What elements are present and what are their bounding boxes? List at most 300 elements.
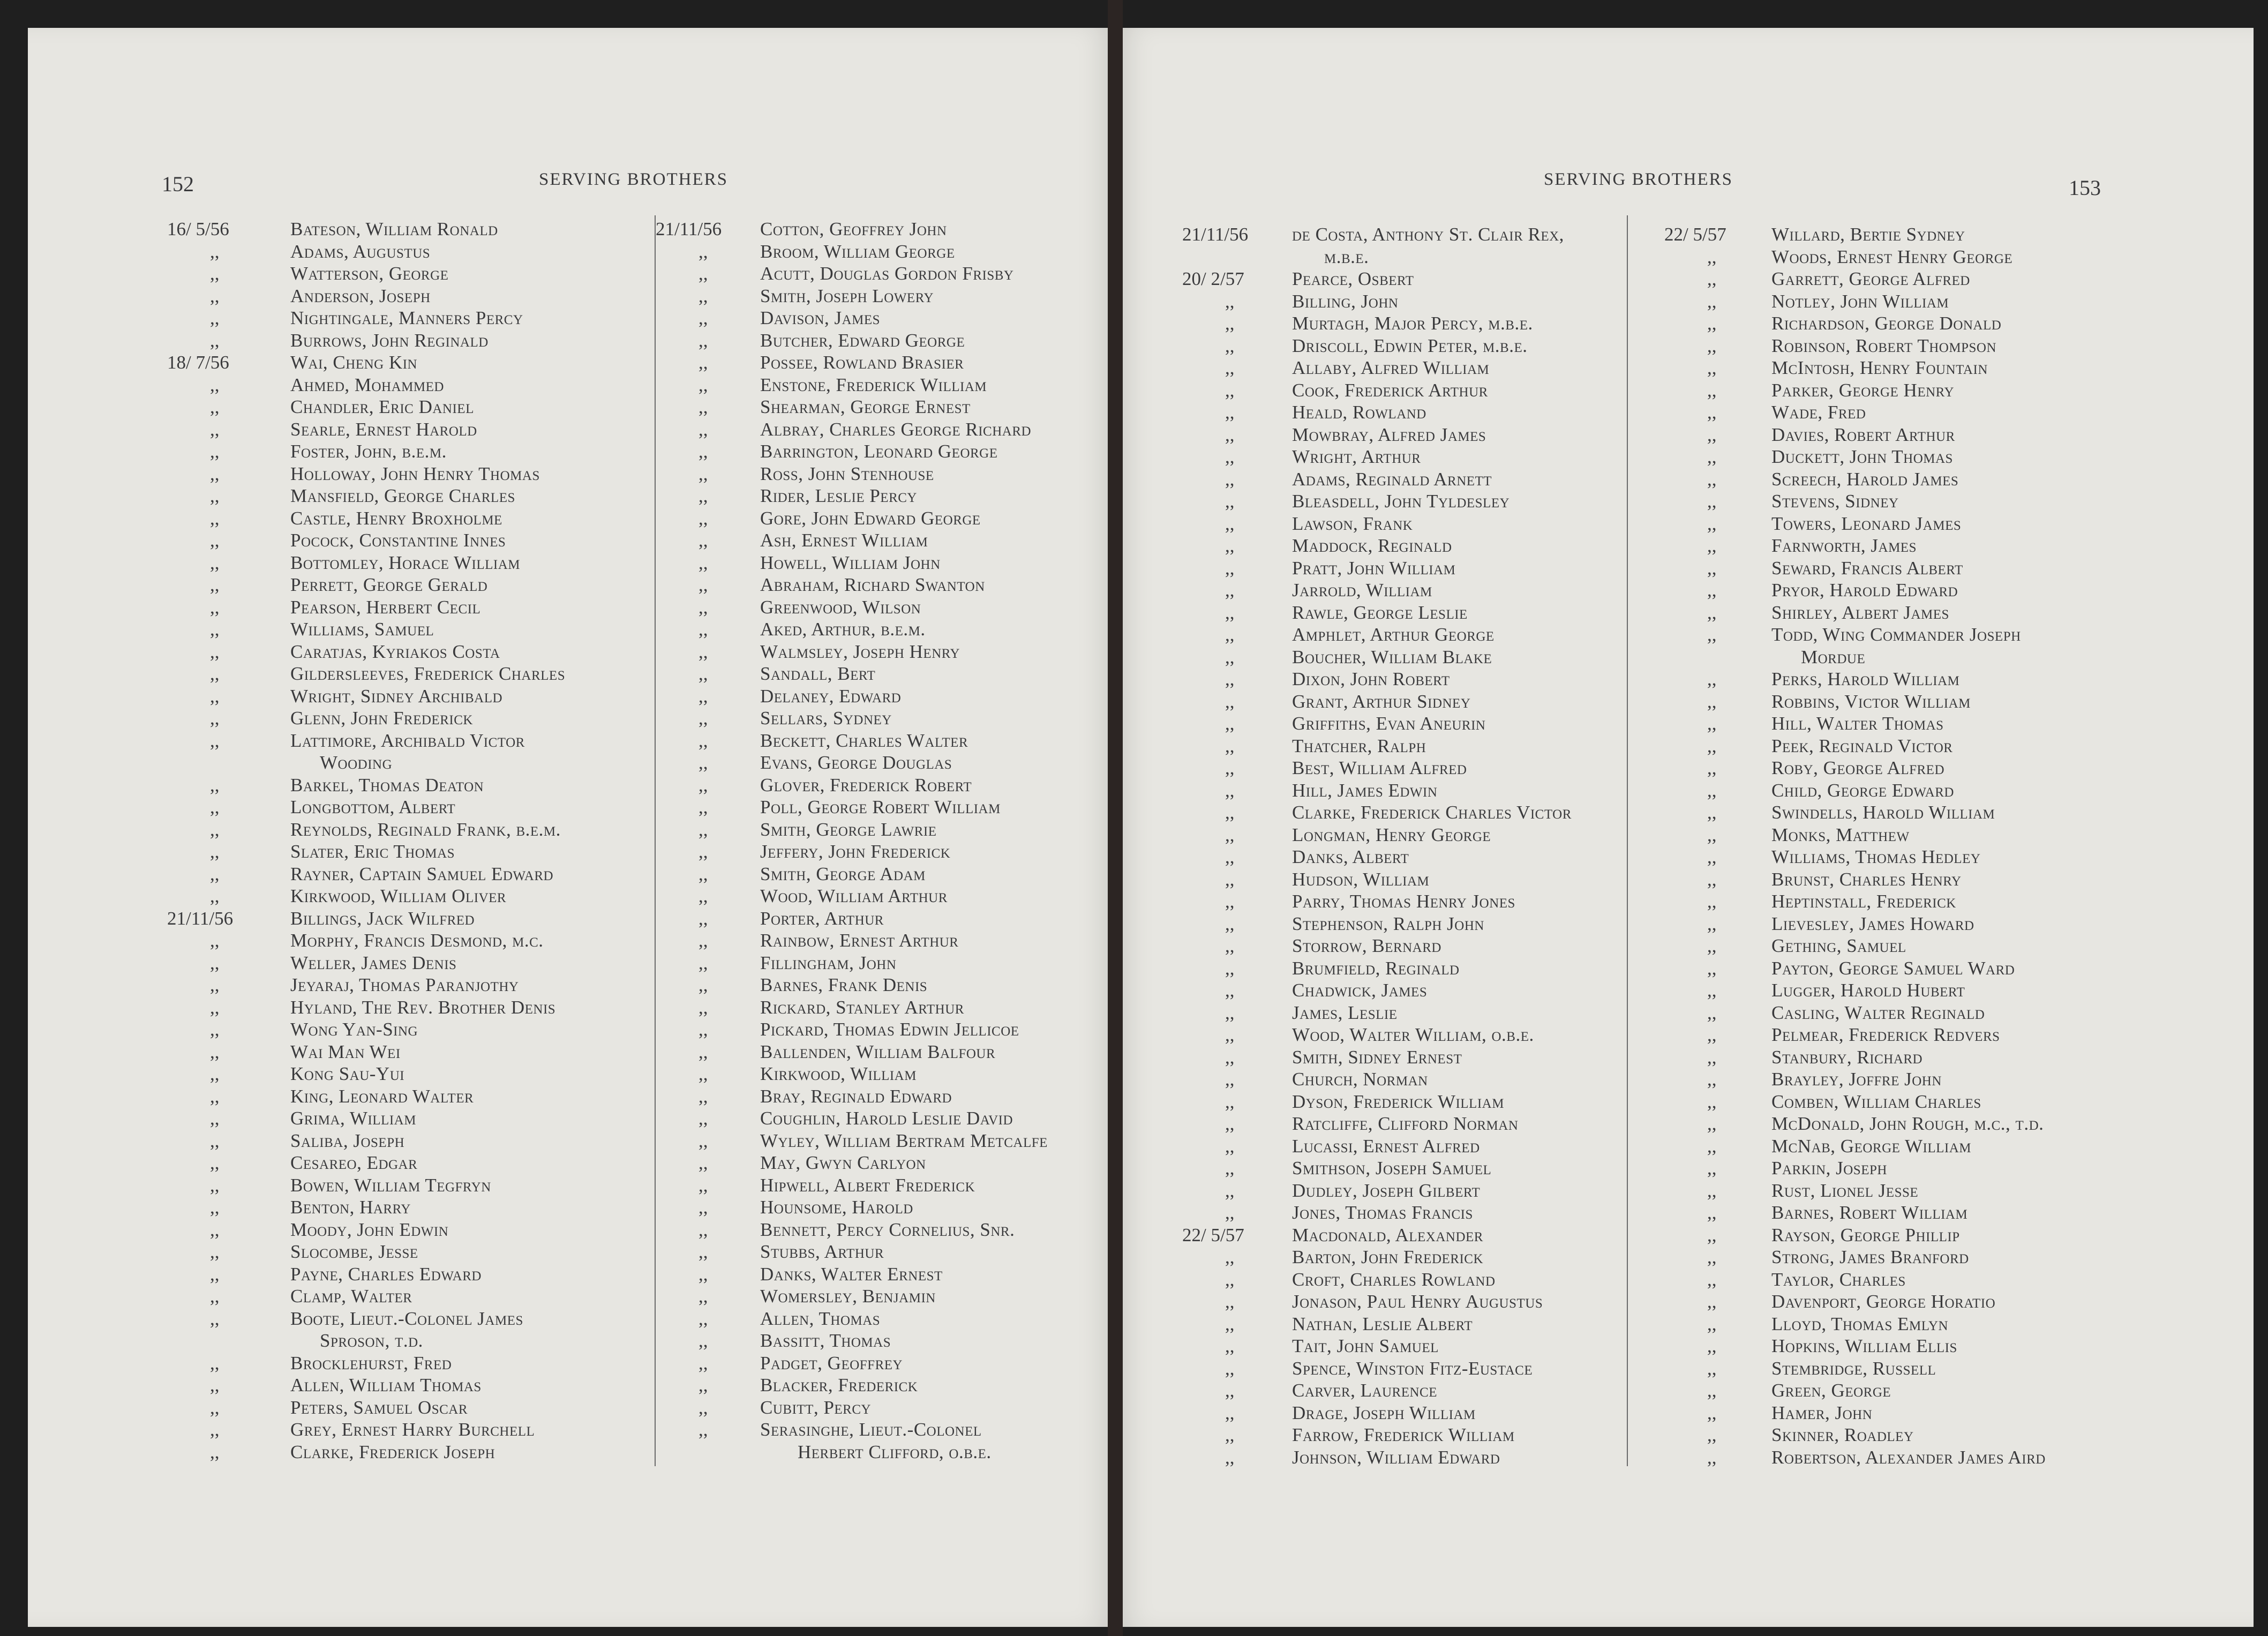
member-name: Beckett, Charles Walter [760, 730, 968, 751]
member-name: Pelmear, Frederick Redvers [1771, 1024, 2000, 1045]
initiation-date: ,, [1707, 379, 1717, 401]
initiation-date: ,, [1707, 424, 1717, 445]
initiation-date: ,, [210, 1241, 220, 1262]
member-name: Williams, Thomas Hedley [1771, 846, 1981, 867]
member-name: Foster, John, b.e.m. [290, 441, 447, 462]
member-name: Hounsome, Harold [760, 1197, 913, 1218]
initiation-date: ,, [699, 1397, 708, 1418]
running-header: SERVING BROTHERS [539, 170, 728, 189]
initiation-date: ,, [699, 1041, 708, 1062]
initiation-date: ,, [1707, 1202, 1717, 1223]
member-name: Jones, Thomas Francis [1292, 1202, 1473, 1223]
initiation-date: ,, [1225, 1335, 1235, 1356]
member-name: Todd, Wing Commander Joseph [1771, 624, 2021, 645]
initiation-date: ,, [699, 974, 708, 995]
member-name: Seward, Francis Albert [1771, 557, 1963, 579]
initiation-date: ,, [210, 685, 220, 707]
initiation-date: ,, [210, 374, 220, 395]
initiation-date: ,, [1225, 1180, 1235, 1201]
initiation-date: ,, [1225, 980, 1235, 1001]
member-name: Bennett, Percy Cornelius, Snr. [760, 1219, 1015, 1240]
initiation-date: ,, [210, 1041, 220, 1062]
initiation-date: 16/ 5/56 [167, 219, 229, 239]
member-name: Barnes, Robert William [1771, 1202, 1968, 1223]
member-name: May, Gwyn Carlyon [760, 1152, 926, 1173]
initiation-date: ,, [210, 285, 220, 306]
member-name: Monks, Matthew [1771, 824, 1910, 845]
initiation-date: ,, [1707, 691, 1717, 712]
initiation-date: ,, [699, 663, 708, 684]
member-name: Peters, Samuel Oscar [290, 1397, 468, 1418]
initiation-date: ,, [1225, 335, 1235, 356]
member-name: Swindells, Harold William [1771, 802, 1995, 823]
initiation-date: ,, [210, 396, 220, 417]
member-name: Johnson, William Edward [1292, 1446, 1500, 1468]
initiation-date: ,, [1225, 1046, 1235, 1068]
initiation-date: 18/ 7/56 [167, 352, 229, 373]
initiation-date: ,, [1707, 713, 1717, 734]
member-name: Perks, Harold William [1771, 669, 1960, 689]
initiation-date: ,, [1707, 1002, 1717, 1023]
member-name: Hamer, John [1771, 1402, 1873, 1423]
initiation-date: ,, [1707, 290, 1717, 312]
member-name: Searle, Ernest Harold [290, 418, 477, 440]
member-name: Gore, John Edward George [760, 507, 981, 529]
initiation-date: ,, [1225, 1113, 1235, 1134]
member-name: Boucher, William Blake [1292, 646, 1492, 667]
member-name: Gething, Samuel [1771, 935, 1906, 956]
initiation-date: ,, [210, 1263, 220, 1285]
initiation-date: ,, [210, 1219, 220, 1240]
initiation-date: ,, [210, 863, 220, 884]
member-name: Blacker, Frederick [760, 1375, 918, 1395]
member-name: Wright, Sidney Archibald [290, 685, 503, 707]
member-name: Ballenden, William Balfour [760, 1041, 996, 1062]
initiation-date: ,, [210, 819, 220, 840]
initiation-date: ,, [699, 1019, 708, 1040]
member-name: Green, George [1771, 1380, 1891, 1401]
initiation-date: ,, [1707, 513, 1717, 534]
initiation-date: ,, [699, 418, 708, 440]
initiation-date: ,, [699, 396, 708, 417]
member-name: Best, William Alfred [1292, 757, 1467, 778]
page-number: 153 [2069, 176, 2101, 200]
initiation-date: ,, [699, 530, 708, 551]
member-name: Cubitt, Percy [760, 1397, 872, 1418]
member-name: Hudson, William [1292, 868, 1430, 890]
member-name: Hill, James Edwin [1292, 779, 1438, 801]
initiation-date: ,, [699, 329, 708, 351]
initiation-date: ,, [1707, 757, 1717, 778]
initiation-date: ,, [1225, 313, 1235, 334]
initiation-date: ,, [1225, 1446, 1235, 1468]
member-name: Pocock, Constantine Innes [290, 530, 506, 551]
member-name: Wai Man Wei [290, 1041, 401, 1062]
initiation-date: ,, [699, 1063, 708, 1084]
initiation-date: ,, [1225, 868, 1235, 890]
initiation-date: ,, [1707, 957, 1717, 979]
member-name: Stubbs, Arthur [760, 1241, 884, 1262]
member-name: Lucassi, Ernest Alfred [1292, 1135, 1480, 1157]
initiation-date: ,, [1225, 913, 1235, 934]
member-name: Bowen, William Tegfryn [290, 1174, 491, 1196]
initiation-date: ,, [1225, 757, 1235, 778]
member-name: Pryor, Harold Edward [1771, 580, 1958, 601]
member-name: Possee, Rowland Brasier [760, 352, 964, 373]
member-name: Billings, Jack Wilfred [290, 907, 475, 929]
member-name: Stephenson, Ralph John [1292, 913, 1484, 934]
initiation-date: ,, [210, 996, 220, 1018]
member-name: Smithson, Joseph Samuel [1292, 1158, 1492, 1179]
member-name: Delaney, Edward [760, 685, 902, 707]
initiation-date: ,, [1225, 624, 1235, 645]
member-name: Barnes, Frank Denis [760, 974, 928, 995]
initiation-date: ,, [699, 1308, 708, 1329]
initiation-date: ,, [210, 1375, 220, 1395]
initiation-date: ,, [1707, 402, 1717, 423]
initiation-date: ,, [1225, 669, 1235, 689]
initiation-date: ,, [1707, 335, 1717, 356]
member-name: Coughlin, Harold Leslie David [760, 1108, 1013, 1129]
initiation-date: ,, [210, 485, 220, 506]
initiation-date: ,, [699, 907, 708, 929]
initiation-date: ,, [699, 797, 708, 817]
member-name: Spence, Winston Fitz-Eustace [1292, 1357, 1533, 1379]
member-name: Jeyaraj, Thomas Paranjothy [290, 974, 519, 995]
column-rule [1627, 215, 1628, 1466]
member-name: Burrows, John Reginald [290, 329, 489, 351]
member-name: Broom, William George [760, 241, 955, 262]
initiation-date: ,, [210, 552, 220, 573]
member-name: Jonason, Paul Henry Augustus [1292, 1291, 1543, 1312]
member-name: Notley, John William [1771, 290, 1949, 312]
member-name: Rawle, George Leslie [1292, 602, 1468, 623]
member-name: Allaby, Alfred William [1292, 357, 1490, 378]
initiation-date: ,, [699, 952, 708, 973]
member-name: Davenport, George Horatio [1771, 1291, 1996, 1312]
member-name: Dixon, John Robert [1292, 669, 1450, 689]
initiation-date: ,, [1707, 468, 1717, 490]
initiation-date: ,, [210, 797, 220, 817]
initiation-date: ,, [1225, 357, 1235, 378]
member-name: Storrow, Bernard [1292, 935, 1441, 956]
initiation-date: 22/ 5/57 [1182, 1224, 1244, 1245]
member-name: Slater, Eric Thomas [290, 841, 455, 862]
member-name: Bleasdell, John Tyldesley [1292, 491, 1510, 512]
member-name: Wood, Walter William, o.b.e. [1292, 1024, 1534, 1045]
member-name: Danks, Walter Ernest [760, 1263, 943, 1285]
initiation-date: 21/11/56 [1182, 224, 1249, 245]
member-name: Clarke, Frederick Joseph [290, 1441, 495, 1462]
member-name: Wade, Fred [1771, 402, 1866, 423]
initiation-date: ,, [1707, 268, 1717, 289]
member-name: Brumfield, Reginald [1292, 957, 1460, 979]
member-name: Lugger, Harold Hubert [1771, 980, 1965, 1001]
member-name: Fillingham, John [760, 952, 897, 973]
member-name: Roby, George Alfred [1771, 757, 1944, 778]
member-name: Griffiths, Evan Aneurin [1292, 713, 1486, 734]
initiation-date: ,, [1707, 1313, 1717, 1334]
initiation-date: ,, [1707, 980, 1717, 1001]
member-name: Hyland, The Rev. Brother Denis [290, 996, 556, 1018]
initiation-date: ,, [1707, 1424, 1717, 1445]
initiation-date: ,, [699, 930, 708, 951]
initiation-date: ,, [210, 1397, 220, 1418]
initiation-date: ,, [699, 263, 708, 284]
initiation-date: ,, [1225, 468, 1235, 490]
initiation-date: ,, [1225, 1158, 1235, 1179]
initiation-date: 22/ 5/57 [1664, 224, 1726, 245]
member-name: Rainbow, Ernest Arthur [760, 930, 959, 951]
initiation-date: ,, [699, 863, 708, 884]
member-name: Amphlet, Arthur George [1292, 624, 1495, 645]
member-name: Garrett, George Alfred [1771, 268, 1970, 289]
member-name: Lloyd, Thomas Emlyn [1771, 1313, 1949, 1334]
member-name: Bottomley, Horace William [290, 552, 521, 573]
initiation-date: ,, [699, 1419, 708, 1440]
member-name: Shirley, Albert James [1771, 602, 1949, 623]
member-name: Adams, Augustus [290, 241, 431, 262]
initiation-date: ,, [1225, 580, 1235, 601]
member-name: James, Leslie [1292, 1002, 1398, 1023]
member-name: Farnworth, James [1771, 535, 1917, 556]
member-name: Screech, Harold James [1771, 468, 1959, 490]
initiation-date: ,, [699, 441, 708, 462]
member-name: Casling, Walter Reginald [1771, 1002, 1985, 1023]
initiation-date: ,, [1225, 1135, 1235, 1157]
initiation-date: ,, [699, 641, 708, 662]
initiation-date: ,, [1225, 379, 1235, 401]
initiation-date: ,, [1707, 557, 1717, 579]
initiation-date: ,, [1707, 846, 1717, 867]
initiation-date: ,, [210, 930, 220, 951]
initiation-date: ,, [1707, 580, 1717, 601]
member-name: Grima, William [290, 1108, 416, 1129]
initiation-date: ,, [210, 418, 220, 440]
member-name: Hipwell, Albert Frederick [760, 1174, 975, 1196]
initiation-date: ,, [210, 1441, 220, 1462]
member-name: Wood, William Arthur [760, 885, 948, 906]
member-name: Pickard, Thomas Edwin Jellicoe [760, 1019, 1019, 1040]
initiation-date: ,, [1707, 913, 1717, 934]
initiation-date: ,, [699, 1130, 708, 1151]
member-name: Dudley, Joseph Gilbert [1292, 1180, 1481, 1201]
initiation-date: ,, [1225, 1313, 1235, 1334]
member-name: Sproson, t.d. [320, 1330, 423, 1351]
initiation-date: ,, [1225, 1291, 1235, 1312]
member-name: Castle, Henry Broxholme [290, 507, 502, 529]
member-name: Padget, Geoffrey [760, 1352, 903, 1374]
member-name: Lawson, Frank [1292, 513, 1413, 534]
initiation-date: ,, [210, 885, 220, 906]
initiation-date: ,, [1707, 1158, 1717, 1179]
member-name: Anderson, Joseph [290, 285, 431, 306]
initiation-date: ,, [699, 1197, 708, 1218]
member-name: Ahmed, Mohammed [290, 374, 444, 395]
member-name: Sandall, Bert [760, 663, 876, 684]
initiation-date: ,, [1225, 1357, 1235, 1379]
member-name: Payne, Charles Edward [290, 1263, 482, 1285]
initiation-date: ,, [699, 752, 708, 773]
book-spine [1108, 0, 1123, 1636]
member-name: Stevens, Sidney [1771, 491, 1899, 512]
initiation-date: ,, [1707, 1269, 1717, 1290]
initiation-date: ,, [1707, 1402, 1717, 1423]
initiation-date: ,, [210, 1308, 220, 1329]
member-name: Wong Yan-Sing [290, 1019, 418, 1040]
member-name: Rust, Lionel Jesse [1771, 1180, 1919, 1201]
member-name: Driscoll, Edwin Peter, m.b.e. [1292, 335, 1528, 356]
member-name: Ratcliffe, Clifford Norman [1292, 1113, 1519, 1134]
member-name: McNab, George William [1771, 1135, 1972, 1157]
initiation-date: ,, [699, 352, 708, 373]
member-name: Parry, Thomas Henry Jones [1292, 891, 1515, 912]
initiation-date: ,, [1225, 935, 1235, 956]
initiation-date: ,, [210, 1174, 220, 1196]
member-name: Chandler, Eric Daniel [290, 396, 474, 417]
member-name: Willard, Bertie Sydney [1771, 224, 1965, 245]
member-name: Poll, George Robert William [760, 797, 1001, 817]
initiation-date: ,, [210, 841, 220, 862]
initiation-date: ,, [699, 596, 708, 618]
initiation-date: ,, [1707, 1180, 1717, 1201]
member-name: Abraham, Richard Swanton [760, 574, 985, 595]
initiation-date: ,, [210, 441, 220, 462]
initiation-date: ,, [699, 307, 708, 328]
initiation-date: ,, [210, 663, 220, 684]
member-name: Adams, Reginald Arnett [1292, 468, 1492, 490]
member-name: King, Leonard Walter [290, 1085, 474, 1107]
member-name: Farrow, Frederick William [1292, 1424, 1515, 1445]
member-name: Wyley, William Bertram Metcalfe [760, 1130, 1048, 1151]
member-name: Clamp, Walter [290, 1286, 412, 1307]
member-name: Greenwood, Wilson [760, 596, 921, 618]
member-name: Davison, James [760, 307, 881, 328]
initiation-date: ,, [1707, 935, 1717, 956]
member-name: Smith, George Lawrie [760, 819, 937, 840]
initiation-date: ,, [210, 1286, 220, 1307]
initiation-date: ,, [1225, 491, 1235, 512]
member-name: Ross, John Stenhouse [760, 463, 934, 484]
initiation-date: ,, [1707, 357, 1717, 378]
member-name: Watterson, George [290, 263, 449, 284]
initiation-date: ,, [1707, 669, 1717, 689]
member-name: Wooding [320, 752, 393, 773]
initiation-date: ,, [1707, 624, 1717, 645]
left-page [28, 28, 1115, 1627]
member-name: Grant, Arthur Sidney [1292, 691, 1471, 712]
member-name: Nathan, Leslie Albert [1292, 1313, 1473, 1334]
member-name: Glover, Frederick Robert [760, 774, 972, 796]
member-name: Grey, Ernest Harry Burchell [290, 1419, 535, 1440]
initiation-date: ,, [1707, 1446, 1717, 1468]
initiation-date: ,, [1225, 891, 1235, 912]
member-name: Brunst, Charles Henry [1771, 868, 1962, 890]
member-name: Hill, Walter Thomas [1771, 713, 1944, 734]
initiation-date: ,, [699, 1152, 708, 1173]
member-name: Robertson, Alexander James Aird [1771, 1446, 2046, 1468]
initiation-date: ,, [699, 552, 708, 573]
initiation-date: ,, [1707, 313, 1717, 334]
initiation-date: ,, [1225, 779, 1235, 801]
member-name: Barrington, Leonard George [760, 441, 998, 462]
member-name: Boote, Lieut.-Colonel James [290, 1308, 523, 1329]
initiation-date: ,, [210, 1108, 220, 1129]
member-name: Weller, James Denis [290, 952, 457, 973]
initiation-date: ,, [1707, 1335, 1717, 1356]
member-name: Duckett, John Thomas [1771, 446, 1953, 467]
initiation-date: ,, [210, 774, 220, 796]
initiation-date: ,, [1707, 1091, 1717, 1112]
member-name: Saliba, Joseph [290, 1130, 405, 1151]
initiation-date: ,, [1225, 446, 1235, 467]
initiation-date: ,, [1225, 1024, 1235, 1045]
member-name: Acutt, Douglas Gordon Frisby [760, 263, 1014, 284]
initiation-date: ,, [1707, 735, 1717, 756]
member-name: Parkin, Joseph [1771, 1158, 1887, 1179]
initiation-date: ,, [1225, 424, 1235, 445]
initiation-date: ,, [210, 1419, 220, 1440]
member-name: Perrett, George Gerald [290, 574, 488, 595]
member-name: Shearman, George Ernest [760, 396, 971, 417]
initiation-date: ,, [699, 574, 708, 595]
running-header: SERVING BROTHERS [1544, 170, 1733, 189]
member-name: Robbins, Victor William [1771, 691, 1971, 712]
member-name: Morphy, Francis Desmond, m.c. [290, 930, 544, 951]
initiation-date: ,, [1225, 1424, 1235, 1445]
initiation-date: ,, [699, 1219, 708, 1240]
member-name: Thatcher, Ralph [1292, 735, 1426, 756]
member-name: Smith, George Adam [760, 863, 926, 884]
member-name: Cesareo, Edgar [290, 1152, 418, 1173]
initiation-date: ,, [1707, 779, 1717, 801]
initiation-date: ,, [210, 1352, 220, 1374]
initiation-date: ,, [699, 819, 708, 840]
right-page [1115, 28, 2254, 1627]
member-name: Davies, Robert Arthur [1771, 424, 1955, 445]
member-name: Rayner, Captain Samuel Edward [290, 863, 554, 884]
initiation-date: ,, [210, 596, 220, 618]
initiation-date: ,, [699, 685, 708, 707]
member-name: Rickard, Stanley Arthur [760, 996, 964, 1018]
initiation-date: ,, [210, 1130, 220, 1151]
member-name: Lattimore, Archibald Victor [290, 730, 525, 751]
initiation-date: ,, [699, 996, 708, 1018]
initiation-date: ,, [1707, 1135, 1717, 1157]
initiation-date: ,, [699, 463, 708, 484]
initiation-date: ,, [210, 507, 220, 529]
member-name: Heald, Rowland [1292, 402, 1426, 423]
member-name: Macdonald, Alexander [1292, 1224, 1483, 1245]
initiation-date: ,, [1707, 891, 1717, 912]
initiation-date: ,, [1707, 1024, 1717, 1045]
member-name: Jeffery, John Frederick [760, 841, 951, 862]
member-name: Howell, William John [760, 552, 941, 573]
member-name: Skinner, Roadley [1771, 1424, 1914, 1445]
member-name: Maddock, Reginald [1292, 535, 1452, 556]
initiation-date: 21/11/56 [656, 219, 722, 239]
member-name: Rider, Leslie Percy [760, 485, 917, 506]
initiation-date: ,, [1707, 446, 1717, 467]
initiation-date: ,, [1707, 868, 1717, 890]
initiation-date: ,, [210, 974, 220, 995]
member-name: Lievesley, James Howard [1771, 913, 1974, 934]
initiation-date: ,, [1225, 713, 1235, 734]
member-name: Reynolds, Reginald Frank, b.e.m. [290, 819, 561, 840]
member-name: Sellars, Sydney [760, 708, 892, 729]
member-name: Murtagh, Major Percy, m.b.e. [1292, 313, 1533, 334]
member-name: Benton, Harry [290, 1197, 411, 1218]
